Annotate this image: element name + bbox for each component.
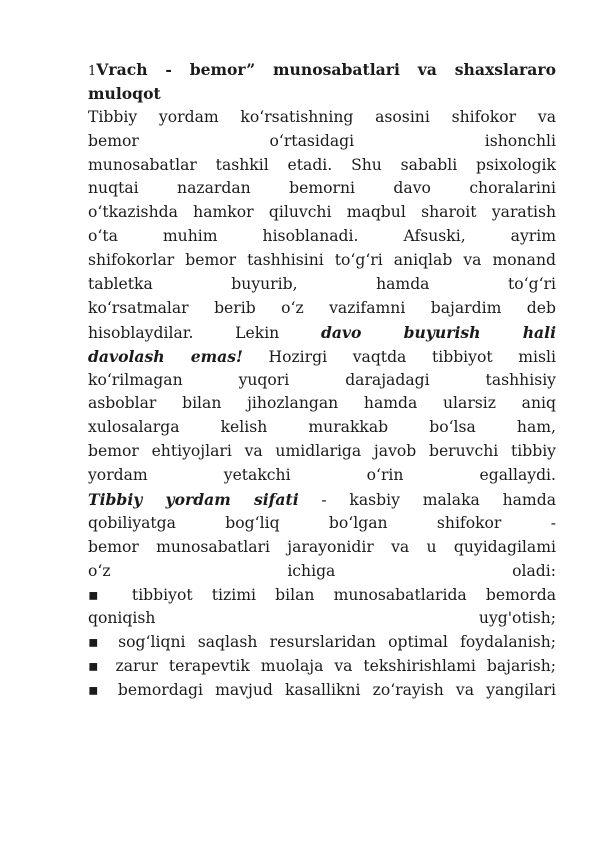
paragraph-line: tabletka buyurib, hamda to‘g‘ri <box>88 275 556 294</box>
inline-text: Hozirgi vaqtda tibbiyot misli <box>268 347 556 366</box>
inline-text: - kasbiy malaka hamda <box>321 491 556 510</box>
paragraph-line: munosabatlar tashkil etadi. Shu sababli psixologik <box>88 155 556 174</box>
emphasis-text: davolash emas! <box>88 346 243 366</box>
bullet-item-line: qoniqish uyg'otish; <box>88 609 556 628</box>
paragraph-line: qobiliyatga bog‘liq bo‘lgan shifokor - <box>88 513 556 532</box>
paragraph-line <box>88 321 556 345</box>
paragraph-line: asboblar bilan jihozlangan hamda ularsiz aniq <box>88 394 556 413</box>
bullet-item-line: ▪ sog‘liqni saqlash resurslaridan optimal foydalanish; <box>88 633 556 652</box>
document-body <box>88 58 556 703</box>
paragraph-line: ko‘rilmagan yuqori darajadagi tashhisiy <box>88 370 556 389</box>
paragraph-line <box>88 488 556 512</box>
emphasis-text: Tibbiy yordam sifati <box>88 490 299 510</box>
bullet-item-line: ▪ bemordagi mavjud kasallikni zo‘rayish va yangilari <box>88 681 556 700</box>
paragraph-line: nuqtai nazardan bemorni davo choralarini <box>88 179 556 198</box>
paragraph-line: Tibbiy yordam ko‘rsatishning asosini shifokor va <box>88 107 556 126</box>
paragraph-line <box>88 345 556 369</box>
bullet-item-line: ▪ zarur terapevtik muolaja va tekshirishlami bajarish; <box>88 657 556 676</box>
paragraph-line: o‘z ichiga oladi: <box>88 561 556 580</box>
paragraph-line: xulosalarga kelish murakkab bo‘lsa ham, <box>88 418 556 437</box>
emphasis-text: davo buyurish hali <box>320 322 556 342</box>
bullet-item-line: ▪ tibbiyot tizimi bilan munosabatlarida bemorda <box>88 585 556 604</box>
paragraph-line: yordam yetakchi o‘rin egallaydi. <box>88 466 556 485</box>
paragraph-line: bemor ehtiyojlari va umidlariga javob beruvchi tibbiy <box>88 442 556 461</box>
section-heading-line-2: muloqot <box>88 83 161 103</box>
paragraph-line: bemor o‘rtasidagi ishonchli <box>88 131 556 150</box>
inline-text: hisoblaydilar. Lekin <box>88 323 280 342</box>
paragraph-line: shifokorlar bemor tashhisini to‘g‘ri aniqlab va monand <box>88 251 556 270</box>
section-heading-line-1 <box>88 58 556 82</box>
section-number: 1 <box>88 64 97 79</box>
paragraph-line: o‘tkazishda hamkor qiluvchi maqbul sharoit yaratish <box>88 203 556 222</box>
paragraph-line: o‘ta muhim hisoblanadi. Afsuski, ayrim <box>88 227 556 246</box>
paragraph-line: bemor munosabatlari jarayonidir va u quyidagilami <box>88 537 556 556</box>
section-heading-text: Vrach - bemor” munosabatlari va shaxslararo <box>96 60 556 79</box>
paragraph-line: ko‘rsatmalar berib o‘z vazifamni bajardim deb <box>88 298 556 317</box>
